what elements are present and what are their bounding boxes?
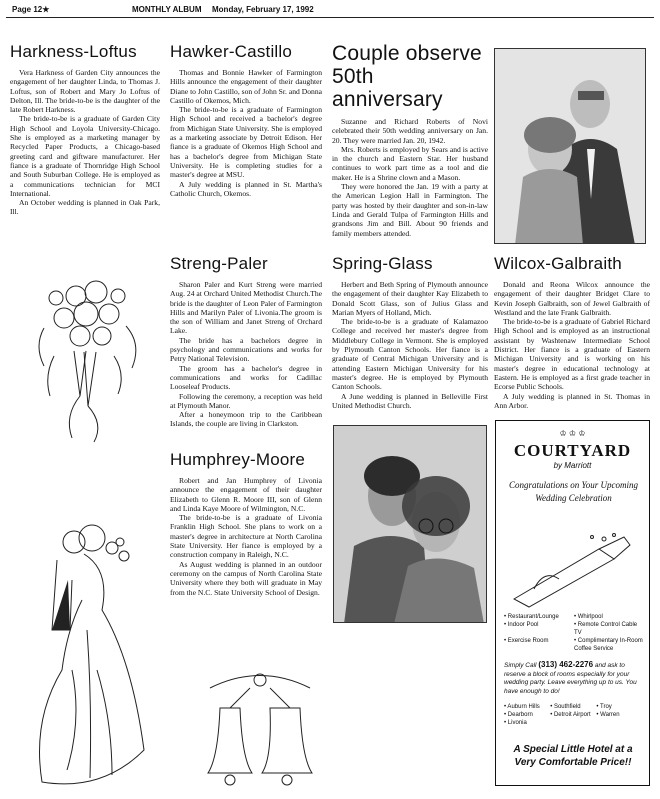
article-paragraph: The groom has a bachelor's degree in communications and works for Cadillac Looseleaf Products. <box>170 363 322 392</box>
article-paragraph: A July wedding is planned in St. Thomas in Ann Arbor. <box>494 391 650 410</box>
issue-date: Monday, February 17, 1992 <box>212 5 314 14</box>
location-item: • Detroit Airport <box>550 712 591 718</box>
courtyard-advertisement <box>495 420 650 786</box>
article-paragraph: The bride-to-be is a graduate of Livonia Franklin High School. She plans to work on a master's degree in architecture at North Carolina State University. Her fiance is employed by a construction company in Raleigh, N.C. <box>170 513 322 560</box>
ad-call-block <box>504 661 644 696</box>
article-paragraph: The bride-to-be is a graduate of Garden City High School and Loyola University-Chicago. She is employed as a marketing manager by Recycled Paper Products, a Chicago-based greeting card and giftware manufacturer. Her fiance is a graduate of Thornridge High School and South Suburban College. He is employed as a communications technician for MCI International. <box>10 114 160 198</box>
article-headline: Spring-Glass <box>332 254 433 273</box>
location-item: • Livonia <box>504 720 527 726</box>
amenity-item: • Remote Control Cable TV <box>574 622 638 636</box>
amenity-item: • Restaurant/Lounge <box>504 614 559 620</box>
article-body <box>170 68 322 198</box>
amenity-item: • Whirlpool <box>574 614 603 620</box>
ad-call-prefix: Simply Call <box>504 662 537 669</box>
article-body <box>332 117 488 238</box>
article-roberts <box>332 42 488 238</box>
article-paragraph: Following the ceremony, a reception was held at Plymouth Manor. <box>170 391 322 410</box>
article-paragraph: Robert and Jan Humphrey of Livonia announce the engagement of their daughter Elizabeth to Glenn R. Moore III, son of Glenn and Linda Kaye Moore of Wilmington, N.C. <box>170 476 322 513</box>
location-item: • Dearborn <box>504 712 533 718</box>
article-paragraph: A July wedding is planned in St. Martha's Catholic Church, Okemos. <box>170 179 322 198</box>
page-number: Page 12★ <box>12 5 50 14</box>
article-headline: Wilcox-Galbraith <box>494 254 622 273</box>
article-paragraph: The bride has a bachelors degree in psychology and communications and works for Petry National Television. <box>170 335 322 364</box>
ad-phone: (313) 462-2276 <box>538 660 594 669</box>
ad-slogan: A Special Little Hotel at a Very Comfortable Price!! <box>513 744 633 768</box>
article-headline: Hawker-Castillo <box>170 42 293 61</box>
article-body <box>10 68 160 217</box>
bride-groom-illustration <box>12 520 162 792</box>
masthead-rule <box>6 17 654 18</box>
ad-call-text: and ask to reserve a block of rooms especially for your wedding party. Leave everything up to us. You have enough to do! <box>504 662 637 695</box>
wedding-bells-illustration <box>200 668 320 793</box>
amenity-item: • Indoor Pool <box>504 622 539 628</box>
article-paragraph: Donald and Reona Wilcox announce the engagement of their daughter Bridget Clare to Kevin Joseph Galbraith, son of Jewel Galbraith of Westland and the late Frank Galbraith. <box>494 280 650 317</box>
location-item: • Troy <box>596 704 612 710</box>
article-paragraph: Sharon Paler and Kurt Streng were married Aug. 24 at Orchard United Methodist Church.The bride is the daughter of Leon Paler of Farmington Hills and Marilyn Paler of Livonia.The groom is the son of William and Janet Streng of Orchard Lake. <box>170 280 322 336</box>
article-wilcox <box>494 254 650 410</box>
location-item: • Warren <box>596 712 620 718</box>
article-spring <box>332 254 488 410</box>
ad-locations <box>504 703 644 727</box>
amenity-item: • Exercise Room <box>504 638 549 644</box>
article-paragraph: Suzanne and Richard Roberts of Novi celebrated their 50th wedding anniversary on Jan. 20. They were married Jan. 20, 1942. <box>332 117 488 145</box>
article-paragraph: Thomas and Bonnie Hawker of Farmington Hills announce the engagement of their daughter Diane to John Castillo, son of John Sr. and Donna Castillo of Okemos, Mich. <box>170 68 322 105</box>
article-paragraph: A June wedding is planned in Belleville First United Methodist Church. <box>332 391 488 410</box>
article-paragraph: Vera Harkness of Garden City announces the engagement of her daughter Linda, to Thomas J. Loftus, son of Robert and Mary Jo Loftus of Delton, Ill. The bride-to-be is the daughter of the late Robert Harkness. <box>10 68 160 115</box>
article-paragraph: The bride-to-be is a graduate of Kalamazoo College and received her master's degree from Middlebury College in Vermont. She is employed by Plymouth Canton Schools. Her fiance is a graduate of Central Michigan University and is attending Eastern Michigan University for his master's degree. He is employed by Plymouth Canton Schools. <box>332 317 488 392</box>
article-headline: Harkness-Loftus <box>10 42 137 61</box>
ad-amenities <box>504 613 644 653</box>
article-headline: Couple observe 50th anniversary <box>332 42 482 111</box>
article-body <box>170 476 322 597</box>
article-humphrey <box>170 450 322 597</box>
article-body <box>494 280 650 410</box>
ad-tagline: Congratulations on Your Upcoming Wedding Celebration <box>509 480 638 503</box>
ad-brand: COURTYARD <box>513 441 632 460</box>
article-paragraph: The bride-to-be is a graduate of Gabriel Richard High School and is employed as an instructional assistant by Washtenaw Intermediate School District. Her fiance is a graduate of Eastern Michigan University and is working on his master's degree in educational technology at Eastern. He is employed as a first grade teacher in Ecorse Public Schools. <box>494 317 650 392</box>
amenity-item: • Complimentary In-Room Coffee Service <box>574 638 643 652</box>
bouquet-illustration <box>14 256 156 446</box>
article-body <box>170 280 322 429</box>
ad-sub-brand: by Marriott <box>553 461 592 470</box>
section-name: MONTHLY ALBUM <box>132 5 202 14</box>
article-paragraph: As August wedding is planned in an outdoor ceremony on the campus of North Carolina State University where they both will graduate in May from the N.C. State University School of Design. <box>170 559 322 597</box>
article-headline: Streng-Paler <box>170 254 268 273</box>
anniversary-couple-photo <box>494 48 646 244</box>
engaged-couple-photo <box>333 425 487 623</box>
article-headline: Humphrey-Moore <box>170 450 306 469</box>
location-item: • Auburn Hills <box>504 704 540 710</box>
location-item: • Southfield <box>550 704 581 710</box>
article-paragraph: The bride-to-be is a graduate of Farmington High School and received a bachelor's degree from Michigan State University. She is employed as a marketing associate by Detroit Edison. Her fiance is a graduate of Okemos High School and has a bachelor's degree from Michigan State University. He is completing studies for a master's degree at MSU. <box>170 105 322 180</box>
crown-icon: ♔ ♔ ♔ <box>559 429 586 438</box>
article-paragraph: Mrs. Roberts is employed by Sears and is active in the church and Eastern Star. Her husband continues to work part time as a tool and die maker. He is a Shrine clown and a Mason. <box>332 144 488 182</box>
article-paragraph: They were honored the Jan. 19 with a party at the American Legion Hall in Farmington. The party was hosted by their daughter and son-in-law Linda and Gerald Tulpa of Farmington Hills and grandsons Jim and Bill. About 90 friends and family members attended. <box>332 182 488 238</box>
article-paragraph: An October wedding is planned in Oak Park, Ill. <box>10 198 160 217</box>
article-paragraph: After a honeymoon trip to the Caribbean Islands, the couple are living in Clarkston. <box>170 410 322 429</box>
masthead <box>0 0 660 20</box>
article-harkness <box>10 42 160 217</box>
article-streng <box>170 254 322 429</box>
article-hawker <box>170 42 322 198</box>
champagne-illustration <box>504 529 642 609</box>
article-paragraph: Herbert and Beth Spring of Plymouth announce the engagement of their daughter Kay Elizabeth to Donald Scott Glass, son of Julius Glass and Marian Myers of Holland, Mich. <box>332 280 488 317</box>
article-body <box>332 280 488 410</box>
